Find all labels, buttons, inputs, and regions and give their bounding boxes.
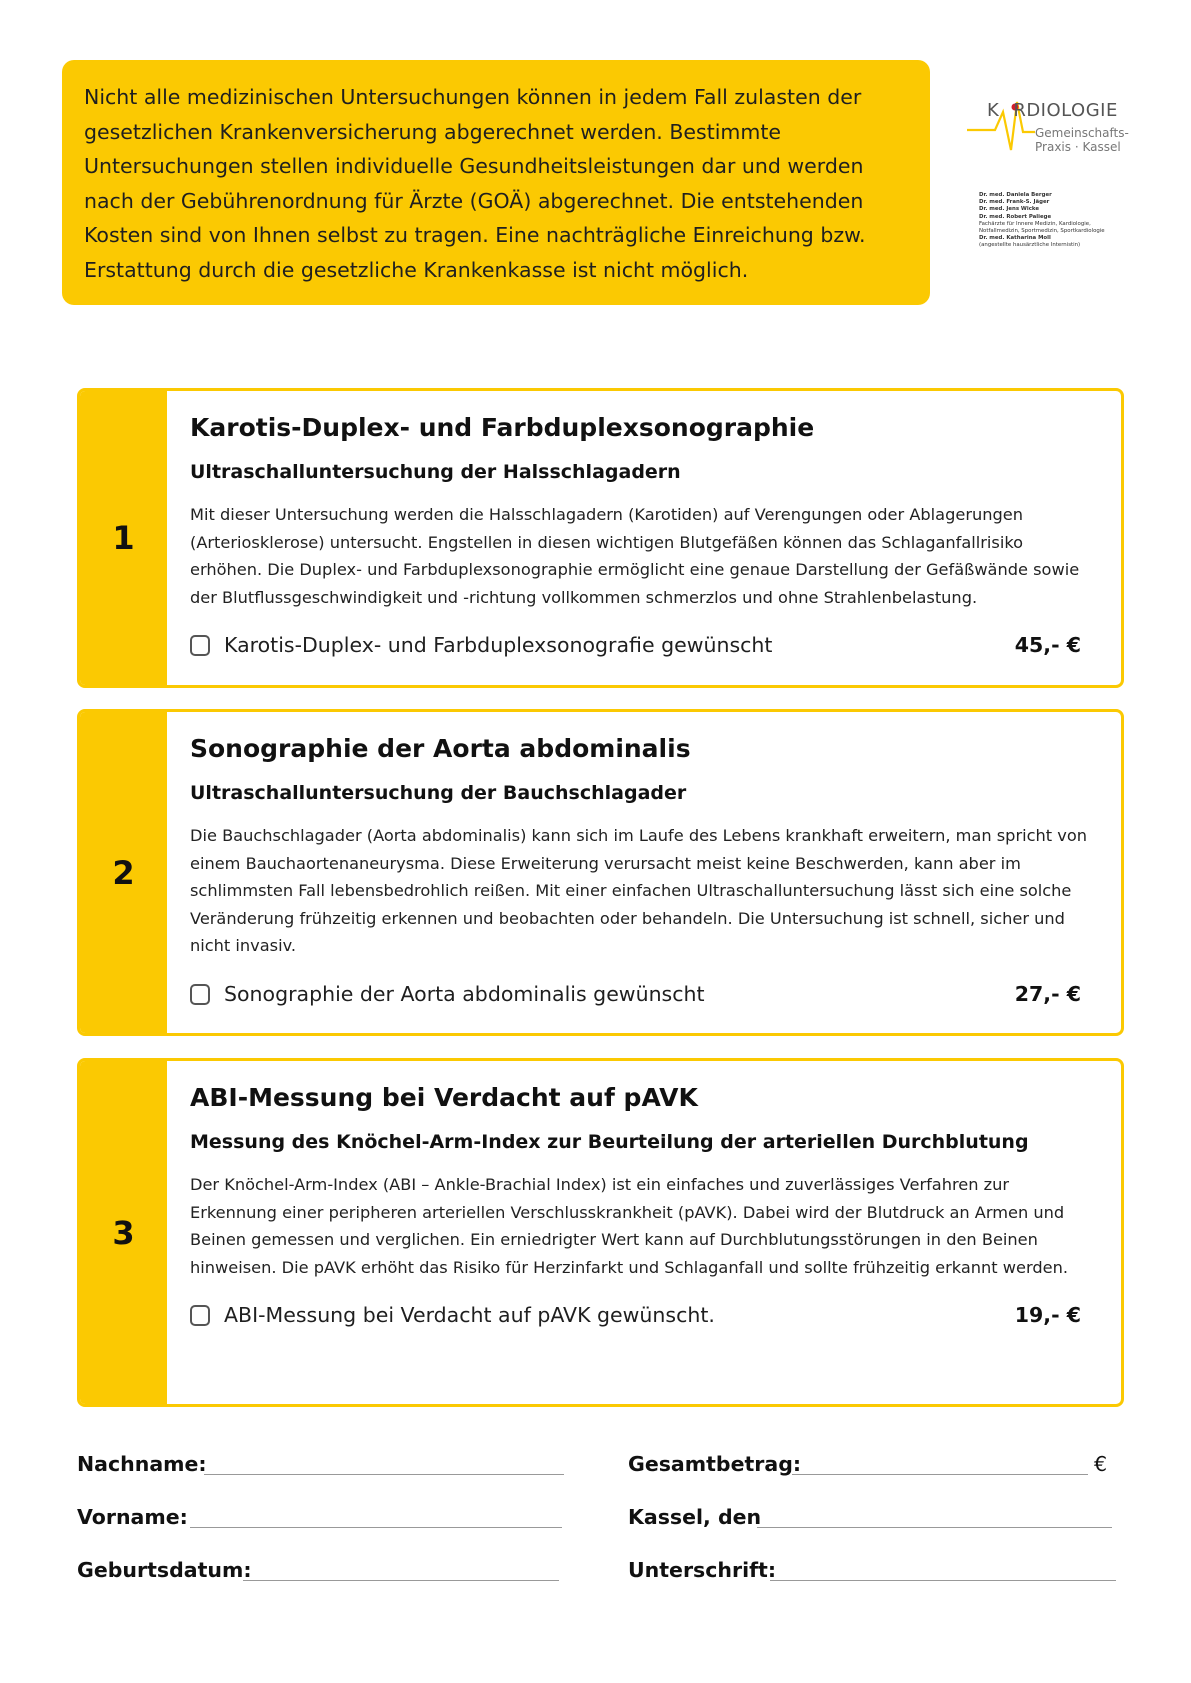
service-card-2: [77, 709, 1124, 1036]
section-subtitle: Ultraschalluntersuchung der Bauchschlagader: [190, 782, 687, 804]
vorname-input-line[interactable]: [190, 1527, 562, 1528]
doctor-specialty: Fachärzte für Innere Medizin, Kardiologie,: [979, 220, 1091, 227]
section-title: ABI-Messung bei Verdacht auf pAVK: [190, 1083, 698, 1112]
section-description: Der Knöchel-Arm-Index (ABI – Ankle-Brachial Index) ist ein einfaches und zuverlässiges Verfahren zur Erkennung einer peripheren arteriellen Verschlusskrankheit (pAVK). Dabei wird der Blutdruck an Armen und Beinen gemessen und verglichen. Ein erniedrigter Wert kann auf Durchblutungsstörungen in den Beinen hinweisen. Die pAVK erhöht das Risiko für Herzinfarkt und Schlaganfall und sollte frühzeitig erkannt werden.: [190, 1175, 1069, 1277]
doctor-specialty: Notfallmedizin, Sportmedizin, Sportkardiologie: [979, 228, 1105, 235]
section-title: Sonographie der Aorta abdominalis: [190, 734, 691, 763]
section-number: 1: [80, 391, 167, 685]
gesamtbetrag-input-line[interactable]: [792, 1474, 1088, 1475]
option-label: Karotis-Duplex- und Farbduplexsonografie gewünscht: [224, 633, 773, 657]
section-title: Karotis-Duplex- und Farbduplexsonographie: [190, 413, 815, 442]
intro-line: Kosten sind von Ihnen selbst zu tragen. Eine nachträgliche Einreichung bzw.: [84, 223, 866, 247]
intro-line: Nicht alle medizinischen Untersuchungen können in jedem Fall zulasten der: [84, 85, 862, 109]
label-vorname: Vorname:: [77, 1505, 188, 1529]
service-card-1: [77, 388, 1124, 688]
option-label: ABI-Messung bei Verdacht auf pAVK gewünscht.: [224, 1303, 715, 1327]
option-label: Sonographie der Aorta abdominalis gewünscht: [224, 982, 705, 1006]
label-geburtsdatum: Geburtsdatum:: [77, 1558, 252, 1582]
section-description: Die Bauchschlagader (Aorta abdominalis) kann sich im Laufe des Lebens krankhaft erweitern, man spricht von einem Bauchaortenaneurysma. Diese Erweiterung verursacht meist keine Beschwerden, kann aber im schlimmsten Fall lebensbedrohlich reißen. Mit einer einfachen Ultraschalluntersuchung lässt sich eine solche Veränderung frühzeitig erkennen und beobachten oder behandeln. Die Untersuchung ist schnell, sicher und nicht invasiv.: [190, 826, 1087, 955]
doctor-name: Dr. med. Jens Wicke: [979, 206, 1040, 213]
doctor-name: Dr. med. Daniela Berger: [979, 192, 1052, 198]
service-card-3: [77, 1058, 1124, 1407]
doctor-name: Dr. med. Frank-S. Jäger: [979, 199, 1050, 206]
logo-subtitle: Praxis · Kassel: [1035, 140, 1121, 154]
doctor-name: Dr. med. Robert Paliege: [979, 213, 1052, 220]
intro-notice: [62, 60, 930, 305]
doctor-specialty: (angestellte hausärztliche Internistin): [979, 242, 1081, 249]
logo-word-k: K: [987, 100, 1000, 121]
section-number: 2: [80, 712, 167, 1033]
section-number: 3: [80, 1061, 167, 1404]
section-subtitle: Ultraschalluntersuchung der Halsschlagadern: [190, 461, 681, 483]
option-price: 45,- €: [1014, 633, 1081, 657]
option-checkbox[interactable]: [190, 635, 210, 656]
intro-line: Erstattung durch die gesetzliche Krankenkasse ist nicht möglich.: [84, 257, 749, 282]
option-checkbox[interactable]: [190, 984, 210, 1005]
logo-subtitle: Gemeinschafts-: [1035, 126, 1129, 140]
intro-line: nach der Gebührenordnung für Ärzte (GOÄ) abgerechnet. Die entstehenden: [84, 188, 864, 213]
label-kassel-den: Kassel, den: [628, 1505, 762, 1529]
date-input-line[interactable]: [757, 1527, 1112, 1528]
doctor-name: Dr. med. Katharina Moll: [979, 235, 1051, 242]
label-gesamtbetrag: Gesamtbetrag:: [628, 1452, 802, 1476]
section-subtitle: Messung des Knöchel-Arm-Index zur Beurteilung der arteriellen Durchblutung: [190, 1131, 1029, 1153]
practice-logo: [965, 92, 1140, 262]
option-row: [190, 1299, 1081, 1331]
option-row: [190, 629, 1081, 661]
nachname-input-line[interactable]: [204, 1474, 564, 1475]
intro-line: Untersuchungen stellen individuelle Gesundheitsleistungen dar und werden: [84, 154, 864, 178]
currency-symbol: €: [1094, 1452, 1108, 1476]
logo-word-rest: RDIOLOGIE: [1013, 100, 1118, 121]
intro-line: gesetzlichen Krankenversicherung abgerechnet werden. Bestimmte: [84, 119, 782, 144]
option-row: [190, 978, 1081, 1010]
label-unterschrift: Unterschrift:: [628, 1558, 777, 1582]
signature-input-line[interactable]: [770, 1580, 1116, 1581]
option-price: 19,- €: [1014, 1303, 1081, 1327]
option-checkbox[interactable]: [190, 1305, 210, 1326]
geburtsdatum-input-line[interactable]: [243, 1580, 559, 1581]
option-price: 27,- €: [1014, 982, 1081, 1006]
doctor-list: [979, 192, 1139, 250]
label-nachname: Nachname:: [77, 1452, 207, 1476]
section-description: Mit dieser Untersuchung werden die Halsschlagadern (Karotiden) auf Verengungen oder Ablagerungen (Arteriosklerose) untersucht. Engstellen in diesen wichtigen Blutgefäßen können das Schlaganfallrisiko erhöhen. Die Duplex- und Farbduplexsonographie ermöglicht eine genaue Darstellung der Gefäßwände sowie der Blutflussgeschwindigkeit und -richtung vollkommen schmerzlos und ohne Strahlenbelastung.: [190, 505, 1080, 607]
